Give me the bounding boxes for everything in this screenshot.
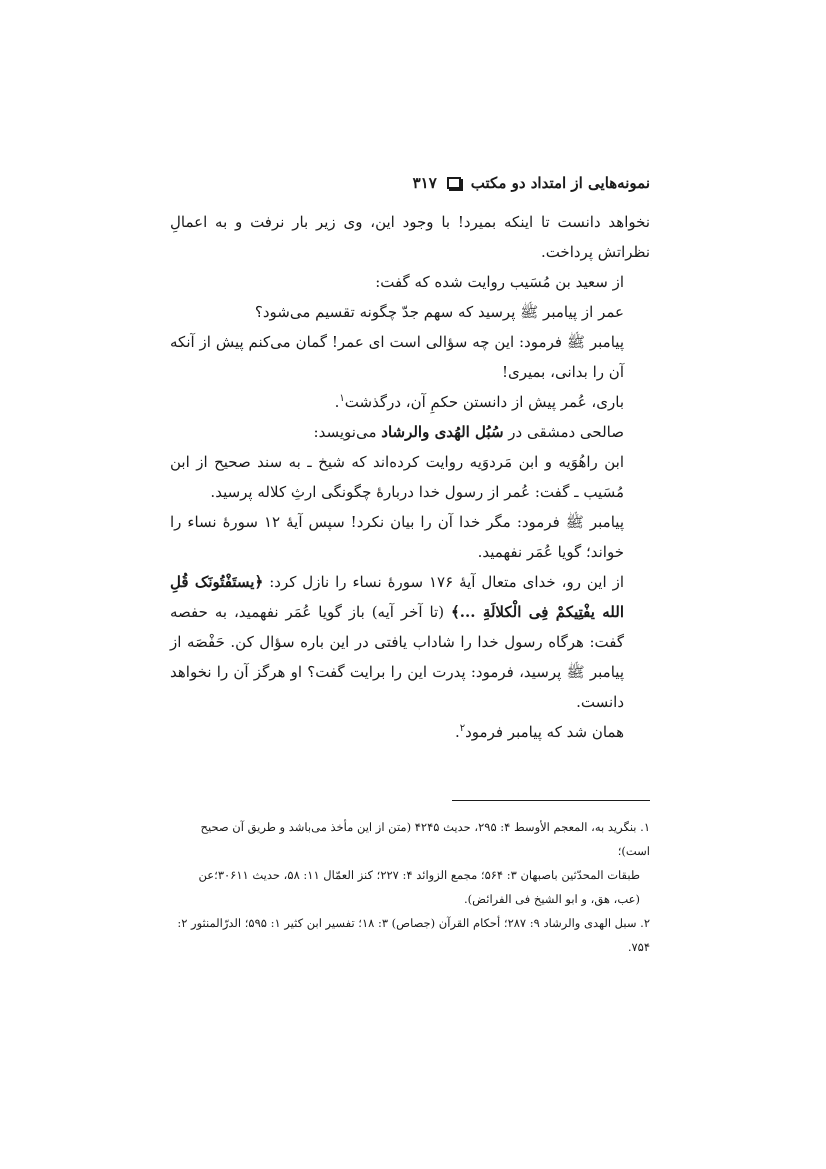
paragraph-8: پیامبر ﷺ فرمود: مگر خدا آن را بیان نکرد! سپس آیهٔ ۱۲ سورهٔ نساء را خواند؛ گویا عُمَر نفهمید. — [170, 513, 624, 561]
paragraph-6-before: صالحی دمشقی در — [503, 423, 624, 441]
header-title: نمونه‌هایی از امتداد دو مکتب — [470, 174, 650, 192]
quote-block-1 — [170, 297, 624, 417]
paragraph-7: ابن راهُوَیه و ابن مَردوَیه روایت کرده‌اند که شیخ ـ به سند صحیح از ابن مُسَیب ـ گفت: عُمر از رسول خدا دربارهٔ چگونگی ارثِ کلاله پرسید. — [170, 453, 624, 501]
page-number: ۳۱۷ — [412, 174, 437, 192]
paragraph-9 — [170, 567, 624, 717]
running-header — [170, 168, 650, 198]
paragraph-9-after: (تا آخر آیه) باز گویا عُمَر نفهمید، به حفصه گفت: هرگاه رسول خدا را شاداب یافتی در این باره سؤال کن. حَفْصَه از پیامبر ﷺ پرسید، فرمود: پدرت این را برایت گفت؟ او هرگز آن را نخواهد دانست. — [170, 603, 624, 711]
paragraph-10: همان شد که پیامبر فرمود$^۲$. — [454, 723, 624, 741]
paragraph-5: باری، عُمر پیش از دانستن حکمِ آن، درگذشت$^۱$. — [334, 393, 624, 411]
footnote-ref-1: ۱ — [339, 393, 345, 404]
paragraph-5-text: باری، عُمر پیش از دانستن حکمِ آن، درگذشت — [344, 393, 624, 411]
footnote-1-line-2: طبقات المحدّثین باصبهان ۳: ۵۶۴؛ مجمع الزوائد ۴: ۲۲۷؛ کنز العمّال ۱۱: ۵۸، حدیث ۳۰۶۱۱؛عن — [198, 868, 640, 882]
paragraph-4: پیامبر ﷺ فرمود: این چه سؤالی است ای عمر! گمان می‌کنم پیش از آنکه آن را بدانی، بمیری! — [170, 333, 624, 381]
quote-block-2 — [170, 447, 624, 747]
footnotes — [170, 815, 650, 959]
paragraph-6 — [170, 417, 624, 447]
footnote-1-line-1: ۱. بنگرید به، المعجم الأوسط ۴: ۲۹۵، حدیث ۴۲۴۵ (متن از این مأخذ می‌باشد و طریق آن صحیح است)؛ — [200, 820, 650, 858]
footnote-1-line-3: (عب، هق، و ابو الشیخ فی الفرائض). — [464, 892, 640, 906]
book-title: سُبُل الهُدی والرشاد — [381, 423, 504, 441]
paragraph-3: عمر از پیامبر ﷺ پرسید که سهم جدّ چگونه تقسیم می‌شود؟ — [254, 303, 624, 321]
footnote-ref-2: ۲ — [459, 723, 466, 734]
main-text — [170, 207, 650, 747]
footnote-2: ۲. سبل الهدی والرشاد ۹: ۲۸۷؛ أحکام القرآن (جصاص) ۳: ۱۸؛ تفسیر ابن کثیر ۱: ۵۹۵؛ الدرّالمنثور ۲: ۷۵۴. — [177, 916, 650, 954]
quran-verse: ﴿یستَفْتُونَک قُلِ الله یفْتِیکمْ فِی الْکلالَةِ ...﴾ — [170, 573, 625, 621]
paragraph-2: از سعید بن مُسَیب روایت شده که گفت: — [375, 273, 624, 291]
paragraph-10-text: همان شد که پیامبر فرمود — [465, 723, 624, 741]
paragraph-9-before: از این رو، خدای متعال آیهٔ ۱۷۶ سورهٔ نساء را نازل کرد: — [263, 573, 624, 591]
paragraph-6-after: می‌نویسد: — [313, 423, 382, 441]
footnote-divider — [452, 800, 650, 801]
paragraph-1: نخواهد دانست تا اینکه بمیرد! با وجود این، وی زیر بار نرفت و به اعمالِ نظراتش پرداخت. — [170, 213, 650, 261]
square-ornament-icon — [447, 177, 461, 189]
